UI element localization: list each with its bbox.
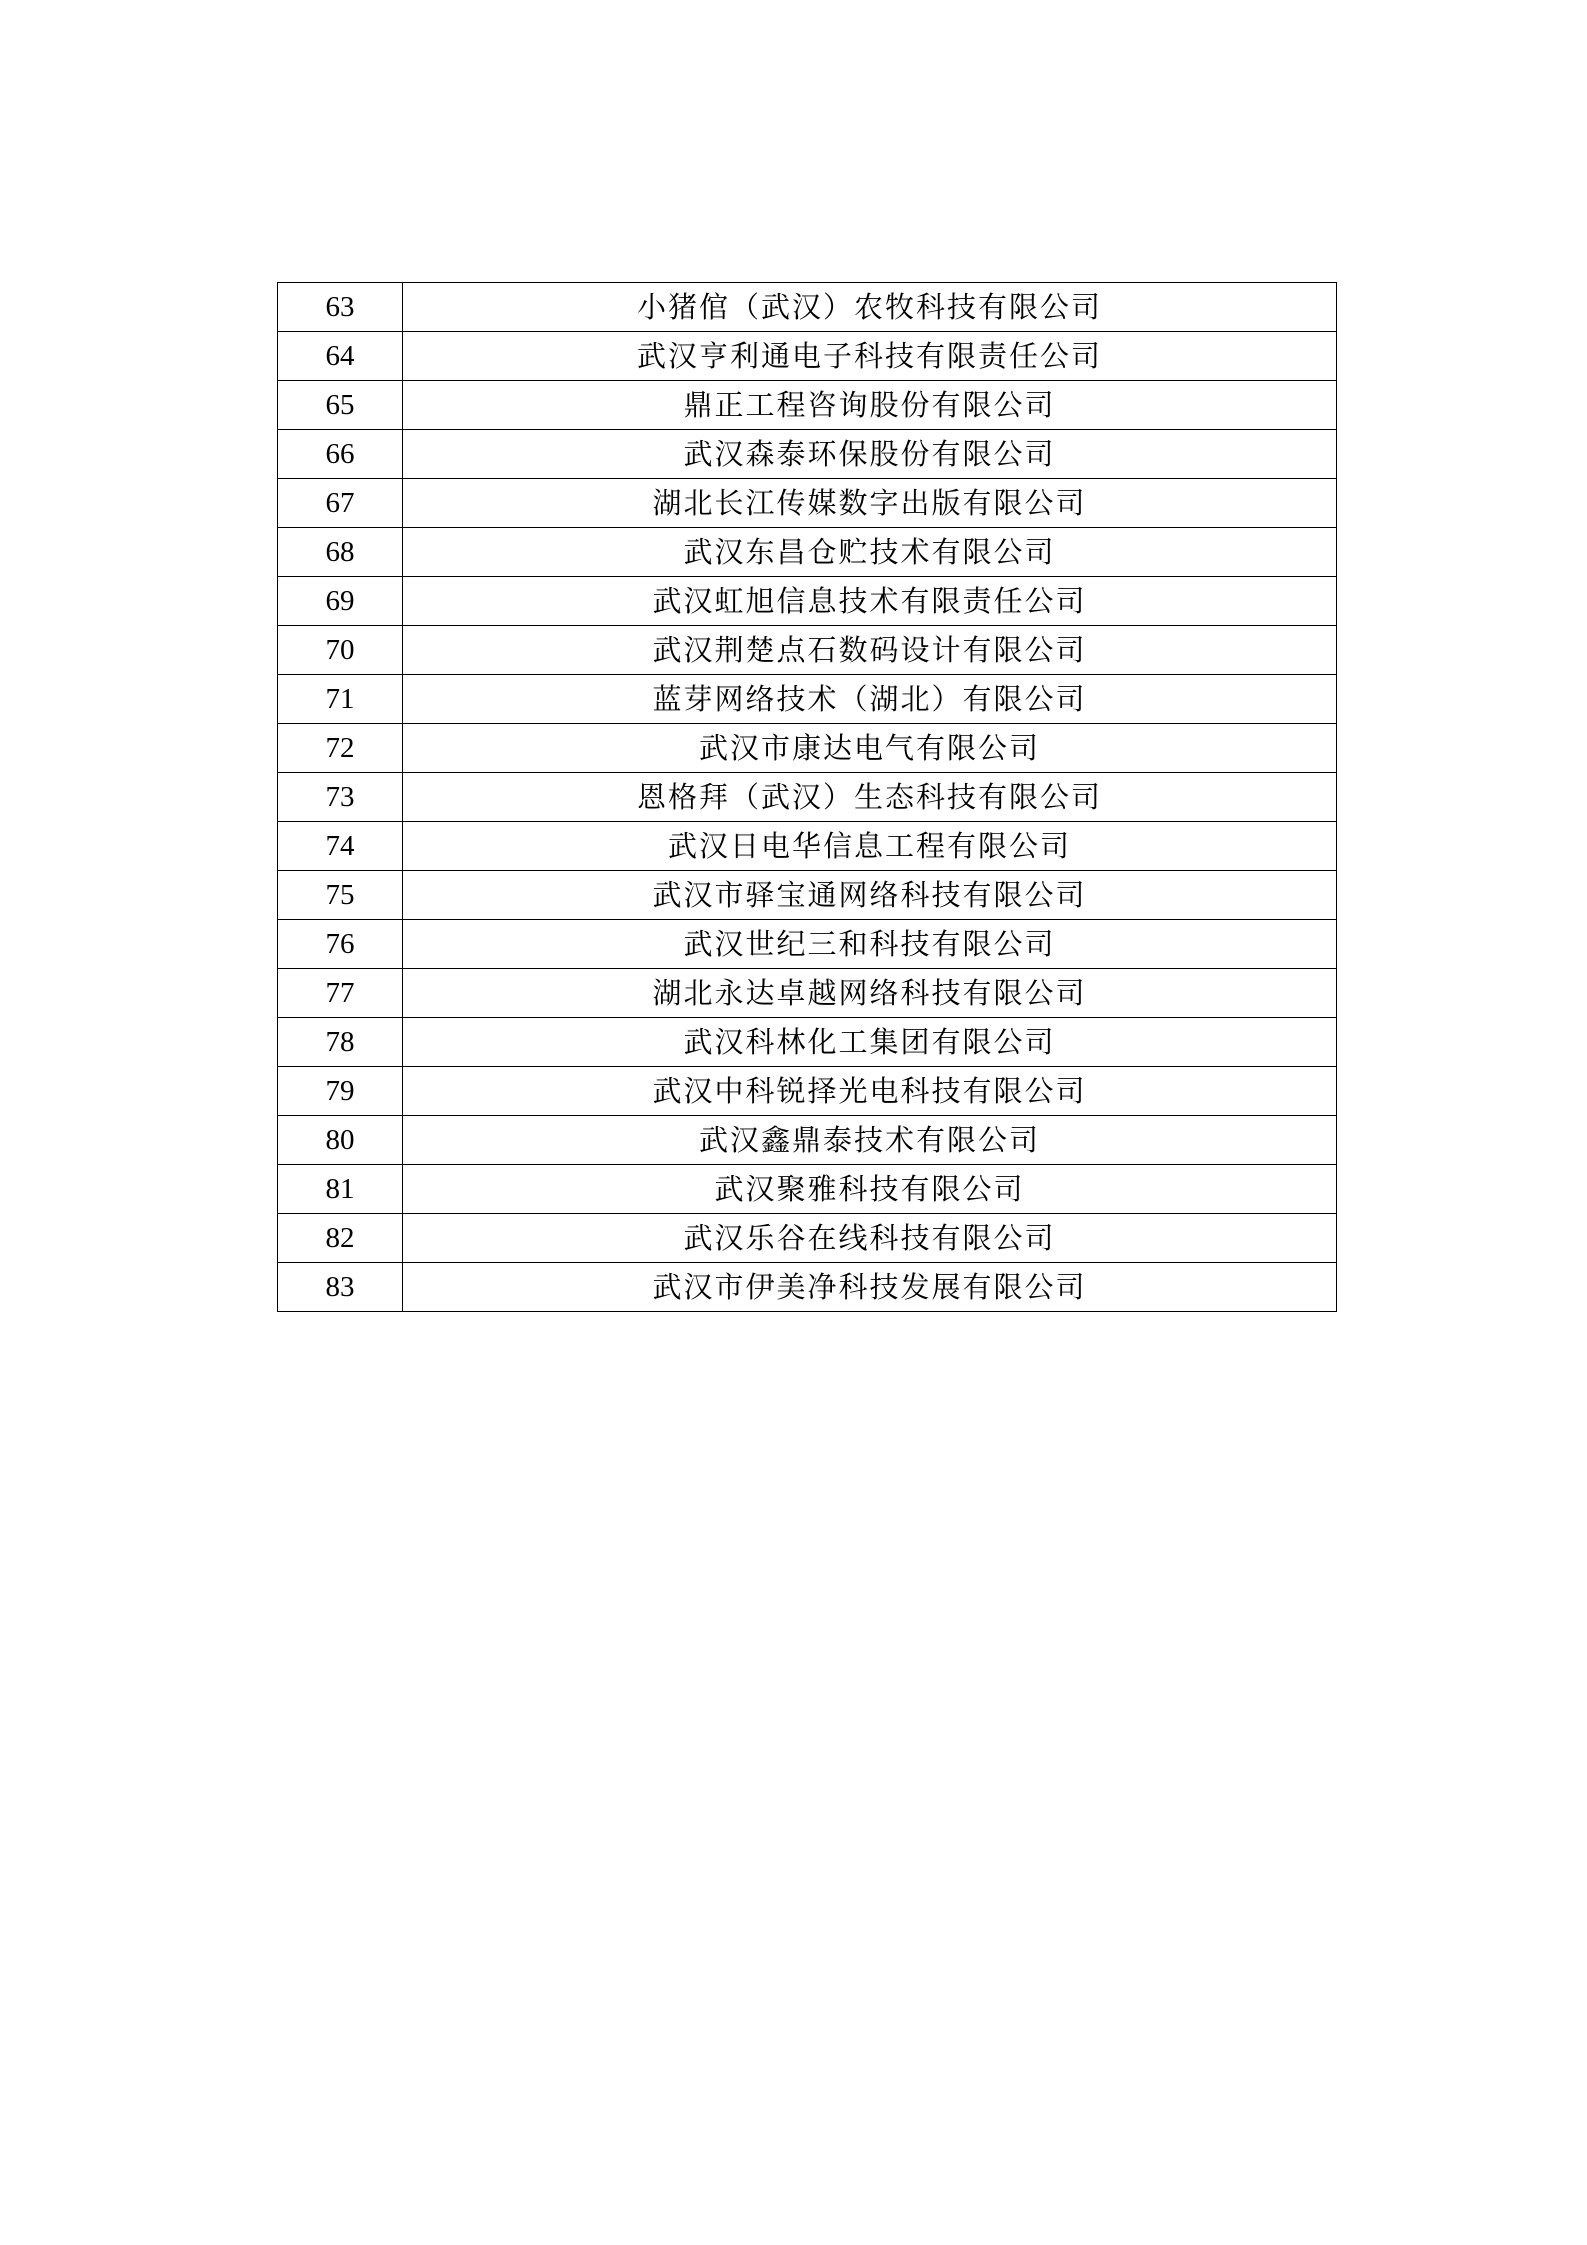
- row-number-cell: 64: [278, 332, 403, 381]
- table-row: [278, 1214, 1337, 1263]
- table-row: [278, 1067, 1337, 1116]
- company-name-cell: 武汉日电华信息工程有限公司: [403, 822, 1337, 871]
- row-number-cell: 63: [278, 283, 403, 332]
- company-name-cell: 湖北永达卓越网络科技有限公司: [403, 969, 1337, 1018]
- row-number-cell: 78: [278, 1018, 403, 1067]
- table-row: [278, 675, 1337, 724]
- table-row: [278, 626, 1337, 675]
- company-name-cell: 武汉虹旭信息技术有限责任公司: [403, 577, 1337, 626]
- company-list-table: [277, 282, 1337, 1312]
- company-name-cell: 鼎正工程咨询股份有限公司: [403, 381, 1337, 430]
- company-name-cell: 武汉市伊美净科技发展有限公司: [403, 1263, 1337, 1312]
- row-number-cell: 73: [278, 773, 403, 822]
- row-number-cell: 66: [278, 430, 403, 479]
- company-name-cell: 武汉科林化工集团有限公司: [403, 1018, 1337, 1067]
- row-number-cell: 83: [278, 1263, 403, 1312]
- row-number-cell: 70: [278, 626, 403, 675]
- row-number-cell: 68: [278, 528, 403, 577]
- company-name-cell: 武汉中科锐择光电科技有限公司: [403, 1067, 1337, 1116]
- row-number-cell: 65: [278, 381, 403, 430]
- table-row: [278, 283, 1337, 332]
- row-number-cell: 74: [278, 822, 403, 871]
- table-row: [278, 724, 1337, 773]
- row-number-cell: 67: [278, 479, 403, 528]
- company-name-cell: 小猪倌（武汉）农牧科技有限公司: [403, 283, 1337, 332]
- company-name-cell: 武汉市驿宝通网络科技有限公司: [403, 871, 1337, 920]
- row-number-cell: 76: [278, 920, 403, 969]
- row-number-cell: 71: [278, 675, 403, 724]
- company-name-cell: 武汉世纪三和科技有限公司: [403, 920, 1337, 969]
- company-name-cell: 武汉鑫鼎泰技术有限公司: [403, 1116, 1337, 1165]
- table-row: [278, 381, 1337, 430]
- row-number-cell: 79: [278, 1067, 403, 1116]
- company-name-cell: 武汉亨利通电子科技有限责任公司: [403, 332, 1337, 381]
- table-row: [278, 1263, 1337, 1312]
- company-name-cell: 蓝芽网络技术（湖北）有限公司: [403, 675, 1337, 724]
- table-row: [278, 1165, 1337, 1214]
- table-row: [278, 479, 1337, 528]
- table-row: [278, 920, 1337, 969]
- table-row: [278, 528, 1337, 577]
- table-row: [278, 332, 1337, 381]
- company-name-cell: 武汉市康达电气有限公司: [403, 724, 1337, 773]
- row-number-cell: 77: [278, 969, 403, 1018]
- row-number-cell: 69: [278, 577, 403, 626]
- table-row: [278, 969, 1337, 1018]
- company-name-cell: 湖北长江传媒数字出版有限公司: [403, 479, 1337, 528]
- company-list-body: [278, 283, 1337, 1312]
- row-number-cell: 80: [278, 1116, 403, 1165]
- company-name-cell: 武汉乐谷在线科技有限公司: [403, 1214, 1337, 1263]
- table-row: [278, 577, 1337, 626]
- company-name-cell: 恩格拜（武汉）生态科技有限公司: [403, 773, 1337, 822]
- row-number-cell: 72: [278, 724, 403, 773]
- table-row: [278, 871, 1337, 920]
- company-name-cell: 武汉东昌仓贮技术有限公司: [403, 528, 1337, 577]
- company-name-cell: 武汉聚雅科技有限公司: [403, 1165, 1337, 1214]
- company-name-cell: 武汉荆楚点石数码设计有限公司: [403, 626, 1337, 675]
- table-row: [278, 822, 1337, 871]
- row-number-cell: 75: [278, 871, 403, 920]
- table-row: [278, 773, 1337, 822]
- row-number-cell: 81: [278, 1165, 403, 1214]
- table-row: [278, 1116, 1337, 1165]
- table-row: [278, 1018, 1337, 1067]
- row-number-cell: 82: [278, 1214, 403, 1263]
- company-name-cell: 武汉森泰环保股份有限公司: [403, 430, 1337, 479]
- table-row: [278, 430, 1337, 479]
